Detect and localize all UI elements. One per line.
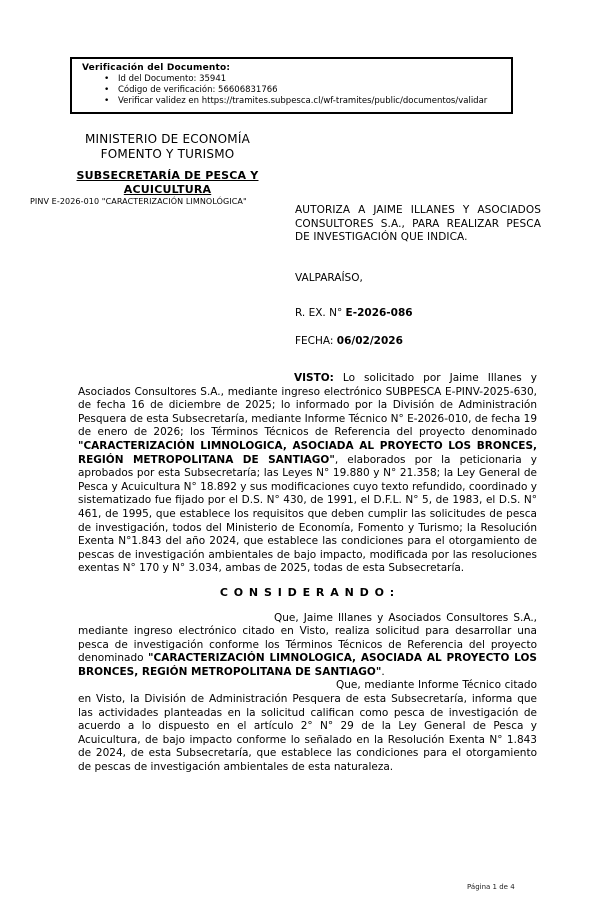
considerando-paragraph-1: Que, Jaime Illanes y Asociados Consultores S.A., mediante ingreso electrónico citado en Visto, realiza solicitud para desarrollar una pesca de investigación conforme los Términos Técnicos de Referencia del proyecto denominado "CARACTERIZACIÓN LIMNOLOGICA, ASOCIADA AL PROYECTO LOS BRONCES, REGIÓN METROPOLITANA DE SANTIAGO". [78, 611, 537, 678]
ministry-line2: FOMENTO Y TURISMO [100, 147, 235, 161]
resolution-number-label: R. EX. N° [295, 307, 346, 319]
resolution-heading-block [295, 204, 541, 348]
resolution-date [295, 335, 541, 349]
ministry-line1: MINISTERIO DE ECONOMÍA [84, 132, 251, 146]
resolution-date-value: 06/02/2026 [336, 334, 403, 347]
resolution-city: VALPARAÍSO, [295, 271, 363, 284]
considerando-heading: C O N S I D E R A N D O : [219, 585, 396, 599]
resolution-number-value: E-2026-086 [345, 307, 413, 319]
verification-box [70, 57, 513, 114]
verification-title: Verificación del Documento: [82, 63, 231, 73]
verification-item-url: • Verificar validez en https://tramites.subpesca.cl/wf-tramites/public/documentos/validar [104, 96, 505, 107]
resolution-date-label: FECHA: [295, 334, 337, 347]
verification-item-code: • Código de verificación: 56606831766 [104, 85, 505, 96]
project-reference: PINV E-2026-010 "CARACTERIZACIÓN LIMNOLÓGICA" [30, 197, 247, 206]
verification-list [82, 74, 505, 107]
ministry-name [50, 132, 285, 162]
resolution-body [78, 372, 537, 775]
ministry-header [50, 132, 285, 197]
visto-paragraph: VISTO: Lo solicitado por Jaime Illanes y Asociados Consultores S.A., mediante ingreso electrónico SUBPESCA E-PINV-2025-630, de fecha 16 de diciembre de 2025; lo informado por la División de Administración Pesquera de esta Subsecretaría, mediante Informe Técnico N° E-2026-010, de fecha 19 de enero de 2026; los Términos Técnicos de Referencia del proyecto denominado "CARACTERIZACIÓN LIMNOLOGICA, ASOCIADA AL PROYECTO LOS BRONCES, REGIÓN METROPOLITANA DE SANTIAGO", elaborados por la peticionaria y aprobados por esta Subsecretaría; las Leyes N° 19.880 y N° 21.358; la Ley General de Pesca y Acuicultura N° 18.892 y sus modificaciones cuyo texto refundido, coordinado y sistematizado fue fijado por el D.S. N° 430, de 1991, el D.F.L. N° 5, de 1983, el D.S. N° 461, de 1995, que establece los requisitos que deben cumplir las solicitudes de pesca de investigación, todos del Ministerio de Economía, Fomento y Turismo; la Resolución Exenta N°1.843 del año 2024, que establece las condiciones para el otorgamiento de pescas de investigación ambientales de bajo impacto, modificada por las resoluciones exentas N° 170 y N° 3.034, ambas de 2025, todas de esta Subsecretaría. [78, 372, 537, 575]
page-indicator: Página 1 de 4 [467, 883, 515, 891]
resolution-subject: AUTORIZA A JAIME ILLANES Y ASOCIADOS CONSULTORES S.A., PARA REALIZAR PESCA DE INVESTIGACIÓN QUE INDICA. [295, 204, 541, 243]
considerando-paragraph-2: Que, mediante Informe Técnico citado en Visto, la División de Administración Pesquera de esta Subsecretaría, informa que las actividades planteadas en la solicitud califican como pesca de investigación de acuerdo a lo dispuesto en el artículo 2° N° 29 de la Ley General de Pesca y Acuicultura, de bajo impacto conforme lo señalado en la Resolución Exenta N° 1.843 de 2024, de esta Subsecretaría, que establece las condiciones para el otorgamiento de pescas de investigación ambientales de esta naturaleza. [78, 679, 537, 774]
verification-item-doc-id: • Id del Documento: 35941 [104, 74, 505, 85]
resolution-number [295, 307, 541, 321]
subsecretaria-title: SUBSECRETARÍA DE PESCA Y ACUICULTURA [76, 169, 259, 196]
